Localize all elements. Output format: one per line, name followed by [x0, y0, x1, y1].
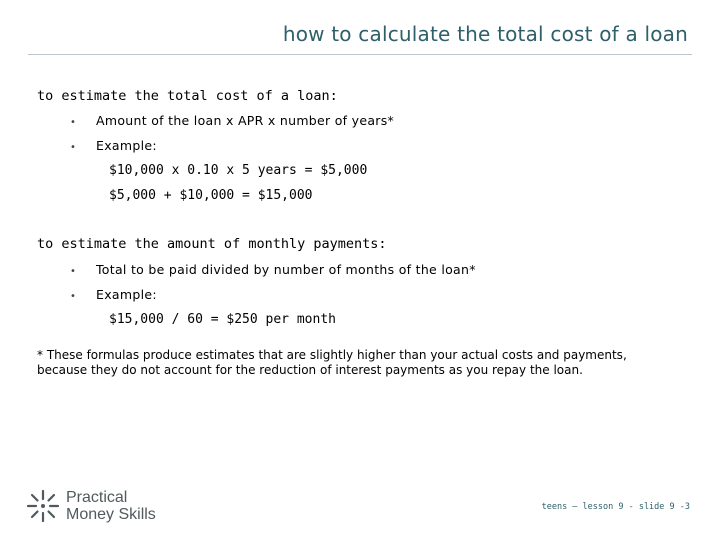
section2-heading: to estimate the amount of monthly payments:: [37, 236, 387, 252]
slide-number: teens – lesson 9 - slide 9 -3: [541, 502, 690, 512]
title-divider: [28, 54, 692, 55]
bullet-glyph: •: [70, 142, 77, 153]
bullet-glyph: •: [70, 117, 77, 128]
section1-bullet-1: [70, 113, 394, 128]
slide-title: how to calculate the total cost of a loan: [282, 22, 688, 46]
logo-text: [66, 489, 156, 523]
section1-formula-1: $10,000 x 0.10 x 5 years = $5,000: [109, 163, 368, 178]
logo-line-1: Practical: [66, 489, 128, 506]
section2-bullet-1: [70, 262, 476, 277]
bullet-text: Example:: [96, 138, 157, 153]
section1-formula-2: $5,000 + $10,000 = $15,000: [109, 188, 313, 203]
bullet-text: Example:: [96, 287, 157, 302]
section1-bullet-2: [70, 138, 157, 153]
section2-bullet-2: [70, 287, 157, 302]
starburst-logo-icon: [26, 489, 60, 523]
bullet-text: Amount of the loan x APR x number of years*: [96, 113, 395, 128]
section1-heading: to estimate the total cost of a loan:: [37, 88, 338, 104]
section2-formula-1: $15,000 / 60 = $250 per month: [109, 312, 336, 327]
bullet-text: Total to be paid divided by number of months of the loan*: [96, 262, 476, 277]
bullet-glyph: •: [70, 266, 77, 277]
bullet-glyph: •: [70, 291, 77, 302]
logo-line-2: Money Skills: [66, 506, 156, 523]
brand-logo: [26, 489, 156, 523]
footnote: * These formulas produce estimates that are slightly higher than your actual costs and payments, because they do not account for the reduction of interest payments as you repay the loan.: [37, 348, 627, 377]
